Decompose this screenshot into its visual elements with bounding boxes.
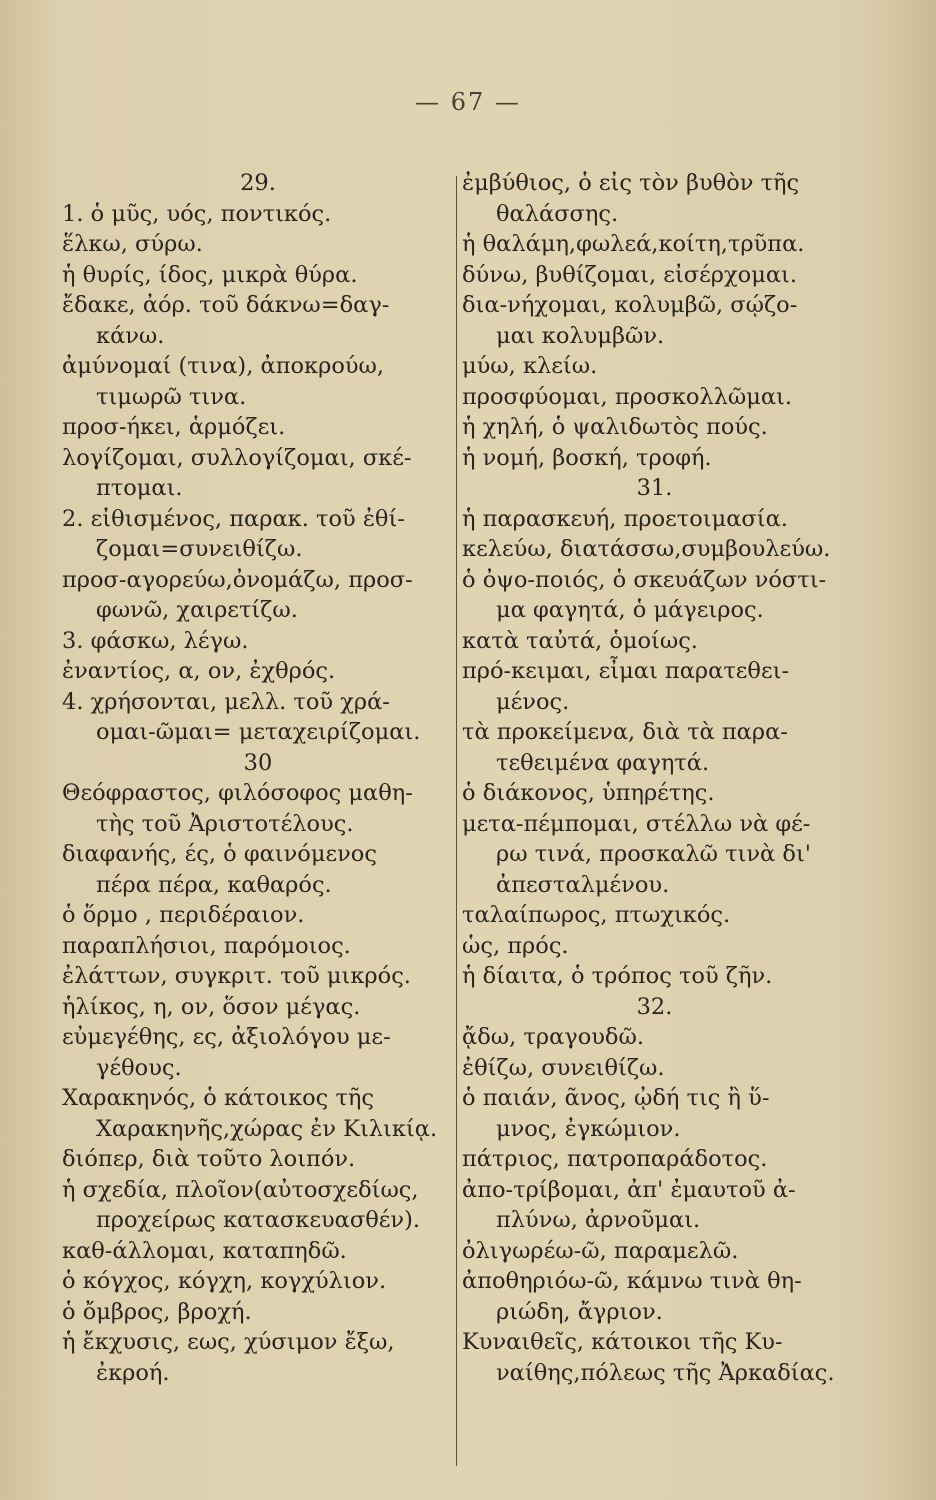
section-number: 31.: [636, 475, 673, 501]
glossary-line: ἐλάττων, συγκριτ. τοῦ μικρός.: [62, 963, 411, 989]
glossary-line: δια-νήχομαι, κολυμβῶ, σῴζο-: [462, 292, 798, 318]
glossary-line: ἡ παρασκευή, προετοιμασία.: [462, 505, 788, 532]
glossary-line: προχείρως κατασκευασθέν).: [96, 1207, 421, 1233]
glossary-line: ᾄδω, τραγουδῶ.: [462, 1024, 644, 1050]
glossary-line: 1. ὁ μῦς, υός, ποντικός.: [62, 200, 332, 227]
glossary-line: προσφύομαι, προσκολλῶμαι.: [462, 383, 793, 410]
glossary-line: ἡ δίαιτα, ὁ τρόπος τοῦ ζῆν.: [462, 963, 773, 989]
section-number: 30: [243, 749, 273, 776]
glossary-line: ὁ ὄμβρος, βροχή.: [62, 1298, 252, 1325]
glossary-line: τὰ προκείμενα, διὰ τὰ παρα-: [462, 719, 788, 745]
glossary-line: προσ-αγορεύω,ὀνομάζω, προσ-: [62, 566, 413, 593]
glossary-line: Χαρακηνῆς,χώρας ἐν Κιλικίᾳ.: [96, 1115, 438, 1142]
glossary-line: δύνω, βυθίζομαι, εἰσέρχομαι.: [462, 261, 797, 288]
glossary-line: ἡ χηλή, ὁ ψαλιδωτὸς πούς.: [462, 414, 768, 440]
glossary-line: ἐμβύθιος, ὁ εἰς τὸν βυθὸν τῆς: [462, 170, 800, 196]
glossary-line: ὁ κόγχος, κόγχη, κογχύλιον.: [62, 1268, 387, 1294]
glossary-line: καθ-άλλομαι, καταπηδῶ.: [62, 1237, 347, 1264]
glossary-line: πτομαι.: [96, 475, 183, 501]
glossary-line: ὀλιγωρέω-ῶ, παραμελῶ.: [462, 1237, 739, 1264]
glossary-line: ἡ σχεδία, πλοῖον(αὐτοσχεδίως,: [62, 1176, 419, 1203]
glossary-line: εὐμεγέθης, ες, ἀξιολόγου με-: [62, 1024, 391, 1050]
glossary-line: μνος, ἐγκώμιον.: [496, 1115, 681, 1142]
glossary-line: ἐκροή.: [96, 1359, 170, 1386]
glossary-line: Χαρακηνός, ὁ κάτοικος τῆς: [62, 1085, 374, 1111]
glossary-line: μένος.: [496, 688, 570, 715]
glossary-line: ἡ θαλάμη,φωλεά,κοίτη,τρῦπα.: [462, 231, 805, 257]
glossary-line: Θεόφραστος, φιλόσοφος μαθη-: [62, 780, 413, 806]
glossary-line: 4. χρήσονται, μελλ. τοῦ χρά-: [62, 688, 390, 715]
glossary-line: ριώδη, ἄγριον.: [496, 1298, 663, 1325]
glossary-line: 3. φάσκω, λέγω.: [62, 627, 249, 654]
section-number: 29.: [240, 170, 276, 196]
glossary-line: ἐναντίος, α, ον, ἐχθρός.: [62, 658, 336, 684]
glossary-line: κατὰ ταὐτά, ὁμοίως.: [462, 627, 698, 654]
page-number: — 67 —: [415, 88, 521, 116]
glossary-line: ἀποθηριόω-ῶ, κάμνω τινὰ θη-: [462, 1268, 802, 1294]
glossary-line: τὴς τοῦ Ἀριστοτέλους.: [96, 810, 354, 837]
glossary-line: ἡ ἔκχυσις, εως, χύσιμον ἔξω,: [62, 1329, 395, 1355]
column-divider: [456, 176, 457, 1466]
glossary-line: πάτριος, πατροπαράδοτος.: [462, 1146, 768, 1172]
glossary-line: ἡ νομή, βοσκή, τροφή.: [462, 444, 712, 471]
glossary-line: ἐθίζω, συνειθίζω.: [462, 1054, 665, 1081]
glossary-line: Κυναιθεῖς, κάτοικοι τῆς Κυ-: [462, 1329, 783, 1355]
glossary-line: ὁ διάκονος, ὑπηρέτης.: [462, 780, 715, 806]
glossary-line: ἀπεσταλμένου.: [496, 871, 670, 898]
glossary-line: τεθειμένα φαγητά.: [496, 749, 710, 776]
glossary-line: παραπλήσιοι, παρόμοιος.: [62, 932, 351, 959]
glossary-line: πρό-κειμαι, εἶμαι παρατεθει-: [462, 658, 790, 684]
glossary-line: ταλαίπωρος, πτωχικός.: [462, 902, 731, 928]
glossary-line: λογίζομαι, συλλογίζομαι, σκέ-: [62, 444, 412, 471]
glossary-line: ἀμύνομαί (τινα), ἀποκρούω,: [62, 353, 385, 379]
glossary-line: ναίθης,πόλεως τῆς Ἀρκαδίας.: [496, 1359, 835, 1386]
glossary-line: κελεύω, διατάσσω,συμβουλεύω.: [462, 536, 831, 562]
glossary-line: 2. εἰθισμένος, παρακ. τοῦ ἐθί-: [62, 505, 405, 532]
glossary-line: ὁ ὀψο-ποιός, ὁ σκευάζων νόστι-: [462, 566, 827, 593]
section-number: 32.: [636, 993, 673, 1020]
glossary-line: ἕλκω, σύρω.: [62, 231, 203, 257]
glossary-line: τιμωρῶ τινα.: [96, 383, 247, 410]
glossary-line: θαλάσσης.: [496, 200, 619, 227]
glossary-line: φωνῶ, χαιρετίζω.: [96, 597, 298, 623]
glossary-line: ἔδακε, ἀόρ. τοῦ δάκνω=δαγ-: [62, 292, 390, 318]
left-column: [62, 168, 454, 1388]
glossary-line: ρω τινά, προσκαλῶ τινὰ δι': [496, 841, 811, 867]
glossary-line: μα φαγητά, ὁ μάγειρος.: [496, 597, 764, 623]
glossary-line: ομαι-ῶμαι= μεταχειρίζομαι.: [96, 719, 421, 745]
glossary-line: ἀπο-τρίβομαι, ἀπ' ἐμαυτοῦ ἀ-: [462, 1176, 796, 1203]
glossary-line: διαφανής, ές, ὁ φαινόμενος: [62, 841, 377, 867]
glossary-line: ἡ θυρίς, ίδος, μικρὰ θύρα.: [62, 261, 358, 288]
glossary-line: ὡς, πρός.: [462, 932, 569, 959]
glossary-line: προσ-ήκει, ἁρμόζει.: [62, 414, 286, 440]
glossary-line: διόπερ, διὰ τοῦτο λοιπόν.: [62, 1146, 356, 1172]
glossary-line: πέρα πέρα, καθαρός.: [96, 871, 332, 898]
glossary-line: μετα-πέμπομαι, στέλλω νὰ φέ-: [462, 810, 811, 837]
glossary-line: γέθους.: [96, 1054, 182, 1081]
glossary-line: μύω, κλείω.: [462, 353, 598, 379]
right-column: [462, 168, 847, 1388]
glossary-line: ὁ παιάν, ᾶνος, ᾠδή τις ἢ ὕ-: [462, 1085, 770, 1111]
glossary-line: ζομαι=συνειθίζω.: [96, 536, 303, 562]
glossary-line: κάνω.: [96, 322, 165, 349]
glossary-line: μαι κολυμβῶν.: [496, 322, 665, 349]
glossary-line: ἡλίκος, η, ον, ὅσον μέγας.: [62, 993, 361, 1020]
glossary-line: ὁ ὅρμο , περιδέραιον.: [62, 902, 305, 928]
glossary-line: πλύνω, ἀρνοῦμαι.: [496, 1207, 701, 1233]
